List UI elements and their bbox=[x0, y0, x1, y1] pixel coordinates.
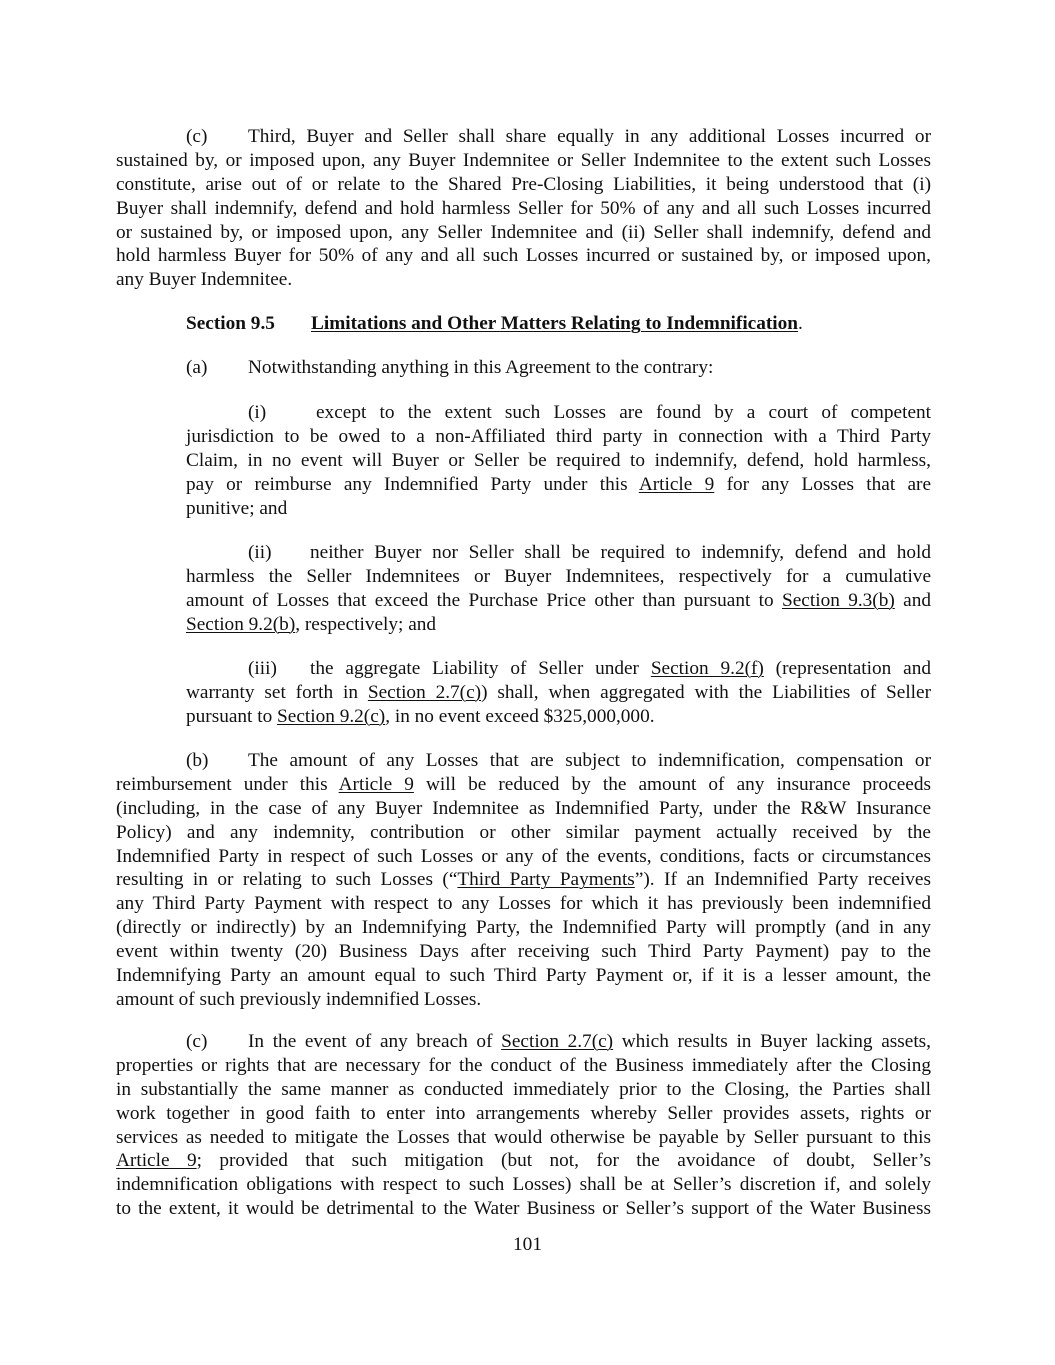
text-span: Third, Buyer and Seller shall share equally in any additional Losses incurred or bbox=[248, 126, 931, 147]
section-2-7-c-reference[interactable]: Section 2.7(c) bbox=[367, 681, 482, 703]
text-line: harmless the Seller Indemnitees or Buyer Indemnitees, respectively for a cumulative bbox=[186, 565, 931, 587]
text-span: pay or reimburse any Indemnified Party under this bbox=[186, 473, 639, 495]
section-9-2-b-reference[interactable]: Section 9.2(b) bbox=[186, 613, 296, 635]
text-span: warranty set forth in bbox=[186, 681, 368, 703]
text-line: services as needed to mitigate the Losses that would otherwise be payable by Seller pursuant to this bbox=[116, 1126, 931, 1148]
page-number: 101 bbox=[513, 1234, 542, 1255]
text-span: and bbox=[894, 589, 931, 611]
section-9-2-f-reference[interactable]: Section 9.2(f) bbox=[650, 658, 764, 679]
section-9-2-c-reference[interactable]: Section 9.2(c) bbox=[277, 705, 386, 727]
text-line bbox=[116, 125, 931, 149]
text-line: or sustained by, or imposed upon, any Seller Indemnitee and (ii) Seller shall indemnify, defend and bbox=[116, 221, 931, 243]
section-heading bbox=[186, 312, 803, 336]
text-span: The amount of any Losses that are subject to indemnification, compensation or bbox=[248, 750, 931, 771]
text-span: will be reduced by the amount of any insurance proceeds bbox=[413, 773, 931, 795]
text-line: indemnification obligations with respect to such Losses) shall be at Seller’s discretion if, and solely bbox=[116, 1174, 931, 1196]
text-span: ) shall, when aggregated with the Liabilities of Seller bbox=[481, 681, 932, 703]
text-line: Claim, in no event will Buyer or Seller be required to indemnify, defend, hold harmless, bbox=[186, 449, 931, 471]
section-title-period: . bbox=[798, 313, 803, 334]
text-line: Indemnifying Party an amount equal to such Third Party Payment or, if it is a lesser amount, the bbox=[116, 965, 931, 987]
text-line bbox=[116, 773, 931, 797]
clause-label: (b) bbox=[186, 750, 209, 771]
text-line bbox=[186, 473, 931, 497]
text-line bbox=[186, 681, 931, 705]
text-line: in substantially the same manner as conducted immediately prior to the Closing, the Parties shall bbox=[116, 1078, 931, 1100]
text-line bbox=[186, 541, 931, 565]
text-line bbox=[186, 401, 931, 425]
clause-label: (ii) bbox=[248, 542, 272, 563]
text-line: constitute, arise out of or relate to the Shared Pre-Closing Liabilities, it being understood that (i) bbox=[116, 173, 931, 195]
paragraph-a-intro bbox=[186, 356, 713, 380]
text-span: ; provided that such mitigation (but not, for the avoidance of doubt, Seller’s bbox=[196, 1150, 931, 1172]
text-span: (representation and bbox=[763, 658, 931, 679]
text-span: the aggregate Liability of Seller under bbox=[310, 658, 651, 679]
text-span: resulting in or relating to such Losses (“ bbox=[116, 869, 458, 891]
text-span: Notwithstanding anything in this Agreement to the contrary: bbox=[248, 357, 714, 378]
text-line: to the extent, it would be detrimental to the Water Business or Seller’s support of the Water Business bbox=[116, 1198, 931, 1220]
text-line: amount of such previously indemnified Losses. bbox=[116, 988, 482, 1010]
text-line bbox=[186, 613, 931, 637]
clause-label: (c) bbox=[186, 126, 208, 147]
text-line: Indemnified Party in respect of such Losses or any of the events, conditions, facts or circumstances bbox=[116, 845, 931, 867]
text-line: punitive; and bbox=[186, 497, 288, 519]
clause-label: (c) bbox=[186, 1031, 208, 1052]
text-span: amount of Losses that exceed the Purchase Price other than pursuant to bbox=[186, 589, 783, 611]
section-number: Section 9.5 bbox=[186, 313, 275, 334]
clause-label: (iii) bbox=[248, 658, 277, 679]
paragraph-a-iii-aggregate-liability bbox=[186, 657, 931, 729]
text-line: sustained by, or imposed upon, any Buyer Indemnitee or Seller Indemnitee to the extent such Losses bbox=[116, 149, 931, 171]
article-9-reference[interactable]: Article 9 bbox=[338, 773, 414, 795]
text-line bbox=[186, 657, 931, 681]
text-line: work together in good faith to enter into arrangements whereby Seller provides assets, rights or bbox=[116, 1102, 931, 1124]
text-line bbox=[116, 749, 931, 773]
text-line: event within twenty (20) Business Days after receiving such Third Party Payment) pay to the bbox=[116, 941, 931, 963]
text-span: pursuant to bbox=[186, 705, 278, 727]
text-line: (directly or indirectly) by an Indemnifying Party, the Indemnified Party will promptly (and in any bbox=[116, 917, 931, 939]
text-line bbox=[186, 589, 931, 613]
paragraph-a-i-punitive bbox=[186, 401, 931, 520]
text-line: any Third Party Payment with respect to any Losses for which it has previously been indemnified bbox=[116, 893, 931, 915]
section-9-3-b-reference[interactable]: Section 9.3(b) bbox=[782, 589, 895, 611]
text-span: reimbursement under this bbox=[116, 773, 339, 795]
text-line bbox=[116, 1149, 931, 1173]
article-9-reference[interactable]: Article 9 bbox=[116, 1150, 197, 1172]
paragraph-c-breach-mitigation bbox=[116, 1030, 931, 1221]
article-9-reference[interactable]: Article 9 bbox=[638, 473, 715, 495]
clause-label: (a) bbox=[186, 357, 208, 378]
text-span: neither Buyer nor Seller shall be required to indemnify, defend and hold bbox=[310, 542, 931, 563]
text-line bbox=[116, 1030, 931, 1054]
paragraph-c-shared-losses bbox=[116, 125, 931, 292]
text-span: , respectively; and bbox=[295, 613, 437, 635]
text-line bbox=[116, 868, 931, 892]
text-line: Policy) and any indemnity, contribution or other similar payment actually received by the bbox=[116, 821, 931, 843]
section-2-7-c-reference[interactable]: Section 2.7(c) bbox=[501, 1031, 614, 1052]
text-span: In the event of any breach of bbox=[248, 1031, 502, 1052]
defined-term-third-party-payments: Third Party Payments bbox=[457, 869, 635, 891]
text-span: , in no event exceed $325,000,000. bbox=[385, 705, 655, 727]
text-span: which results in Buyer lacking assets, bbox=[613, 1031, 932, 1052]
text-span: for any Losses that are bbox=[714, 473, 932, 495]
text-line: properties or rights that are necessary for the conduct of the Business immediately after the Closing bbox=[116, 1054, 931, 1076]
text-line: jurisdiction to be owed to a non-Affiliated third party in connection with a Third Party bbox=[186, 425, 931, 447]
paragraph-b-third-party-payments bbox=[116, 749, 931, 1012]
paragraph-a-ii-cumulative-cap bbox=[186, 541, 931, 637]
text-line: any Buyer Indemnitee. bbox=[116, 269, 293, 291]
text-line bbox=[186, 705, 931, 729]
clause-label: (i) bbox=[248, 402, 267, 423]
section-title: Limitations and Other Matters Relating to Indemnification bbox=[311, 313, 799, 334]
text-span: ”). If an Indemnified Party receives bbox=[634, 869, 931, 891]
text-line: (including, in the case of any Buyer Indemnitee as Indemnified Party, under the R&W Insurance bbox=[116, 797, 931, 819]
text-line: Buyer shall indemnify, defend and hold harmless Seller for 50% of any and all such Losses incurred bbox=[116, 197, 931, 219]
text-span: except to the extent such Losses are found by a court of competent bbox=[316, 402, 931, 423]
text-line: hold harmless Buyer for 50% of any and all such Losses incurred or sustained by, or imposed upon, bbox=[116, 245, 931, 267]
